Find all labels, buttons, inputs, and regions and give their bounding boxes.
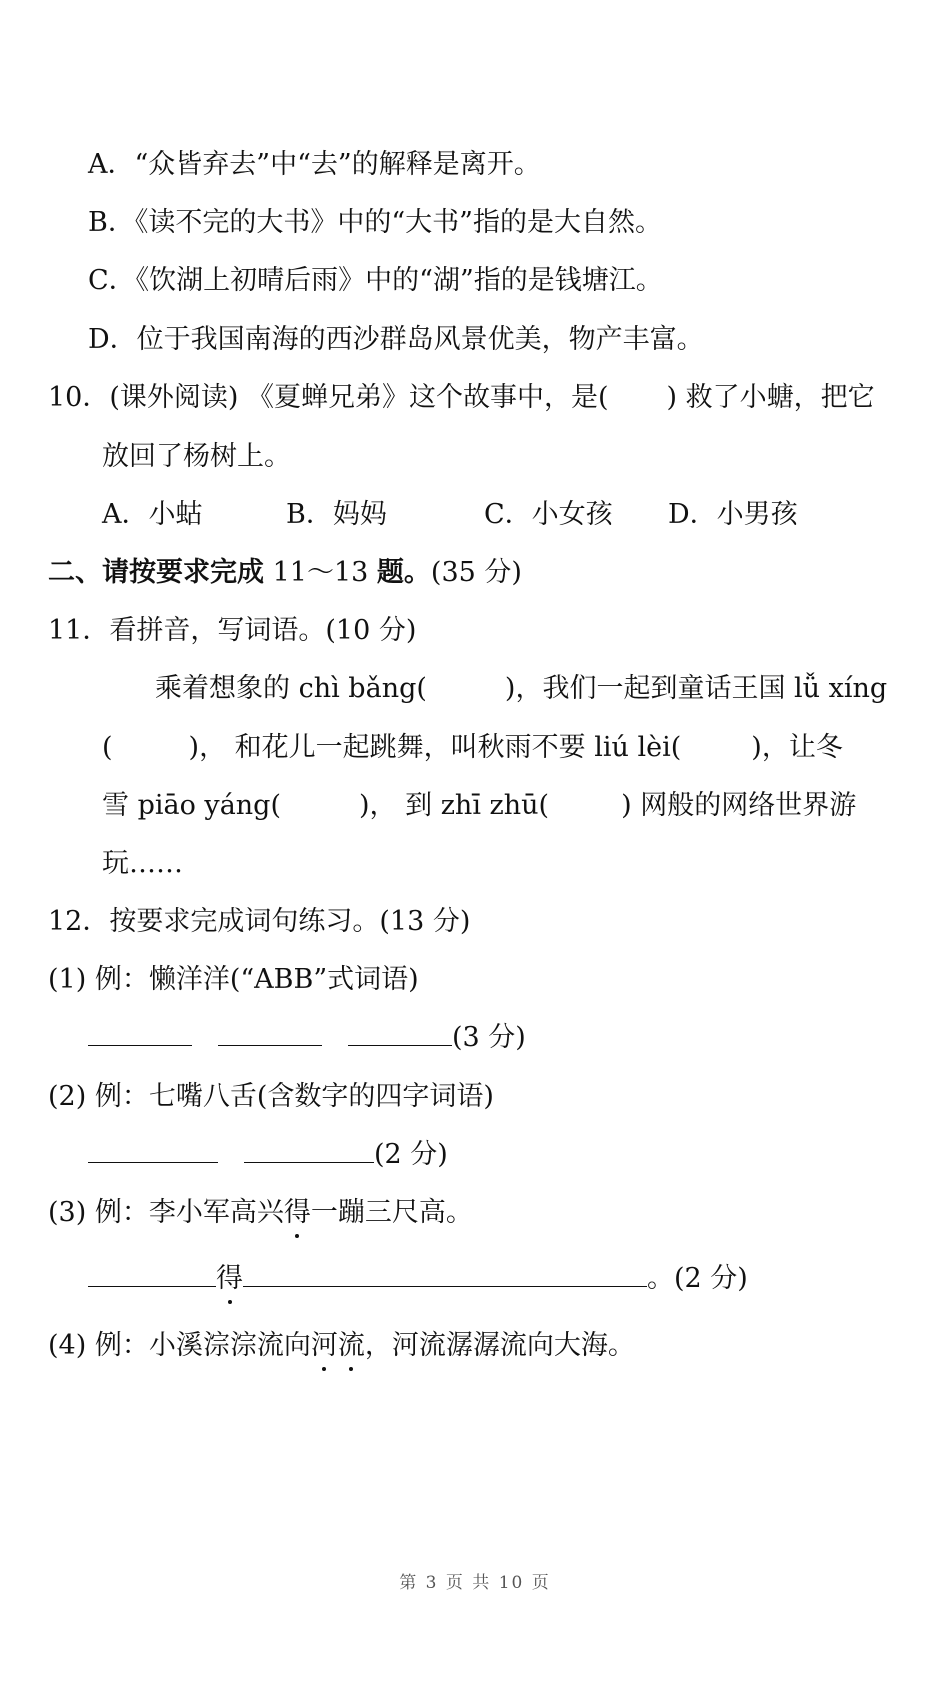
q12-part-4 xyxy=(48,1329,635,1363)
section-2-title-end: 题。 xyxy=(376,557,431,588)
q11-title: 11．看拼音，写词语。(10 分) xyxy=(48,615,417,646)
page-footer: 第 3 页 共 10 页 xyxy=(399,1573,551,1593)
q12-p1-score: (3 分) xyxy=(452,1022,526,1053)
q10-option-a: A．小蛄 xyxy=(102,499,203,530)
q11-l2-b: )， 和花儿一起跳舞，叫秋雨不要 liú lèi( xyxy=(188,732,682,763)
q12-part-3 xyxy=(48,1196,473,1230)
q12-p3-b: 一蹦三尺高。 xyxy=(310,1197,473,1228)
q12-p4-emphasis-1: 河 xyxy=(310,1330,338,1361)
q11-l3-a: 雪 piāo yáng( xyxy=(102,790,281,821)
q12-p4-a: (4) 例：小溪淙淙流向 xyxy=(48,1330,311,1361)
section-2-score: (35 分) xyxy=(430,557,522,588)
q10-line-1-prefix: 10．(课外阅读) 《夏蝉兄弟》这个故事中，是( xyxy=(48,382,609,413)
q12-part-2: (2) 例：七嘴八舌(含数字的四字词语) xyxy=(48,1081,494,1112)
q9-option-d: D．位于我国南海的西沙群岛风景优美，物产丰富。 xyxy=(88,324,704,355)
q12-part-3-answers xyxy=(88,1262,748,1296)
q11-l2-a: ( xyxy=(102,732,113,763)
q12-p1-blank-2[interactable] xyxy=(218,1023,322,1046)
q12-p3-blank-1[interactable] xyxy=(88,1264,216,1287)
q12-p3-a: (3) 例：李小军高兴 xyxy=(48,1197,284,1228)
q10-line-2: 放回了杨树上。 xyxy=(102,441,291,472)
q10-option-b: B．妈妈 xyxy=(286,499,387,530)
q10-line-1-suffix: ) 救了小螗，把它 xyxy=(666,382,875,413)
q12-p2-blank-1[interactable] xyxy=(88,1140,218,1163)
q12-p3-blank-2[interactable] xyxy=(243,1264,647,1287)
q11-line-3 xyxy=(102,789,856,823)
q12-part-1-answers xyxy=(88,1021,526,1055)
q10-line-1 xyxy=(48,381,875,415)
section-2-title: 二、请按要求完成 xyxy=(48,557,264,588)
section-2-range: 11～13 xyxy=(272,557,369,588)
q11-l3-b: )， 到 zhī zhū( xyxy=(359,790,550,821)
q11-l3-c: ) 网般的网络世界游 xyxy=(621,790,857,821)
q9-option-c: C．《饮湖上初晴后雨》中的“湖”指的是钱塘江。 xyxy=(88,265,663,296)
q11-line-4: 玩…… xyxy=(102,848,183,879)
q10-option-c: C．小女孩 xyxy=(484,499,613,530)
q12-p2-blank-2[interactable] xyxy=(244,1140,374,1163)
q12-part-2-answers xyxy=(88,1138,448,1172)
q12-p2-score: (2 分) xyxy=(374,1139,448,1170)
q12-p3-mid-char: 得 xyxy=(216,1263,243,1294)
q9-option-b: B．《读不完的大书》中的“大书”指的是大自然。 xyxy=(88,207,662,238)
q11-l1-a: 乘着想象的 chì bǎng( xyxy=(155,673,427,704)
q11-line-1 xyxy=(155,672,887,706)
section-2-heading xyxy=(48,556,522,590)
q12-p3-emphasis: 得 xyxy=(283,1197,311,1228)
q11-l1-b: )，我们一起到童话王国 lǚ xíng xyxy=(504,673,888,704)
q12-part-1: (1) 例：懒洋洋(“ABB”式词语) xyxy=(48,964,419,995)
q12-p4-emphasis-2: 流 xyxy=(337,1330,365,1361)
q9-option-a: A．“众皆弃去”中“去”的解释是离开。 xyxy=(88,149,541,180)
q11-line-2 xyxy=(102,731,843,765)
q12-p4-b: ，河流潺潺流向大海。 xyxy=(364,1330,635,1361)
q12-p3-score: 。(2 分) xyxy=(647,1263,748,1294)
q12-p1-blank-3[interactable] xyxy=(348,1023,452,1046)
q11-l2-c: )，让冬 xyxy=(751,732,843,763)
q12-p1-blank-1[interactable] xyxy=(88,1023,192,1046)
q12-title: 12．按要求完成词句练习。(13 分) xyxy=(48,906,471,937)
q10-option-d: D．小男孩 xyxy=(668,499,798,530)
